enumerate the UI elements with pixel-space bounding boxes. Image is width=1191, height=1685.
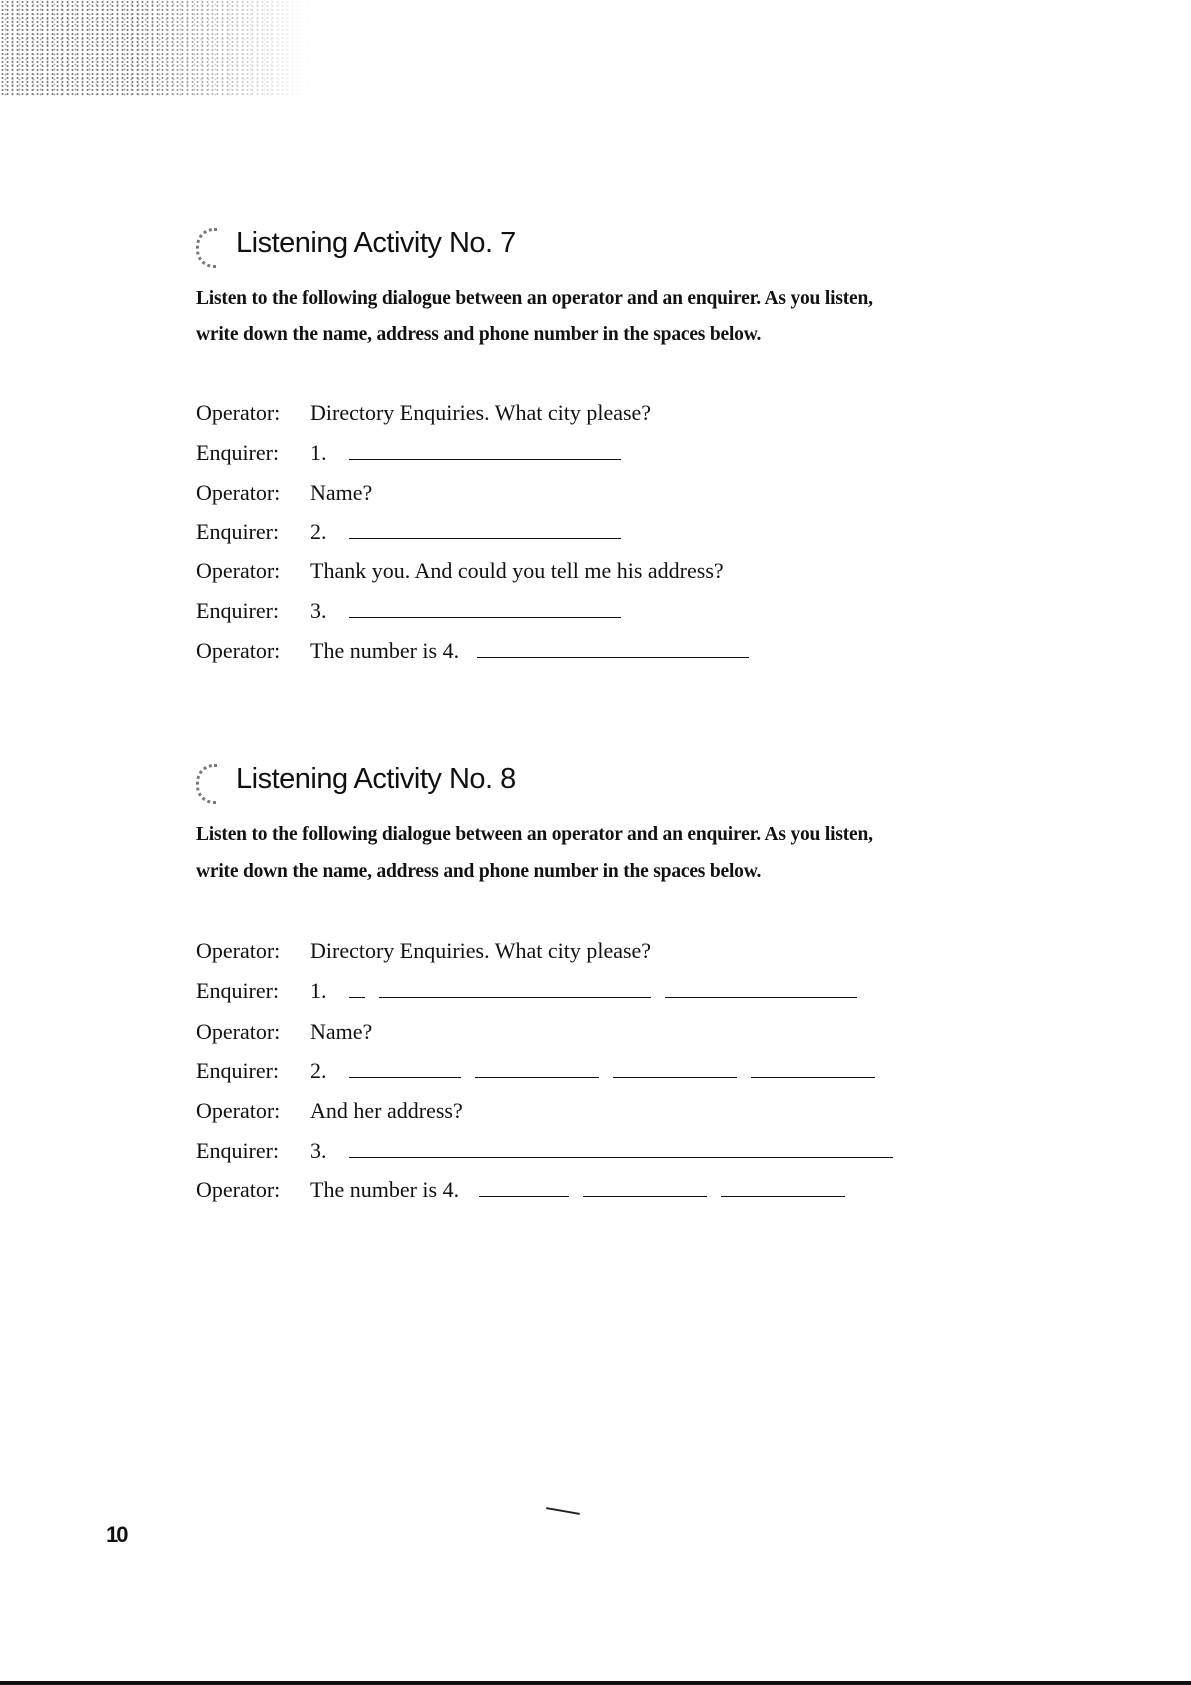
line-text: 3.	[310, 1138, 327, 1163]
line-text: The number is 4.	[310, 638, 460, 663]
speaker: Enquirer:	[196, 978, 280, 1003]
dialogue-line	[196, 440, 635, 466]
speaker: Enquirer:	[196, 1058, 280, 1083]
answer-blank[interactable]	[349, 616, 621, 618]
dialogue-line	[196, 1138, 893, 1164]
page-number: 10	[106, 1522, 127, 1547]
page-edge-rule	[0, 1681, 1191, 1685]
line-text: Name?	[310, 480, 373, 505]
speaker: Operator:	[196, 638, 281, 663]
dialogue-line	[196, 1019, 372, 1045]
answer-blank[interactable]	[349, 1076, 461, 1078]
answer-blank[interactable]	[379, 996, 651, 998]
dialogue-line	[196, 1058, 889, 1084]
headphone-icon	[196, 764, 217, 804]
answer-blank[interactable]	[665, 996, 857, 998]
speaker: Operator:	[196, 1019, 281, 1044]
activity-7-title: Listening Activity No. 7	[236, 227, 516, 259]
answer-blank[interactable]	[583, 1195, 707, 1197]
dialogue-line	[196, 638, 763, 664]
activity-8-instruction-1: Listen to the following dialogue between an operator and an enquirer. As you listen,	[196, 824, 873, 845]
speaker: Operator:	[196, 400, 281, 425]
speaker: Operator:	[196, 1177, 281, 1202]
line-text: And her address?	[310, 1098, 463, 1123]
line-text: Thank you. And could you tell me his address?	[310, 558, 724, 583]
answer-blank[interactable]	[613, 1076, 737, 1078]
dialogue-line	[196, 1098, 463, 1124]
activity-8-instruction-2: write down the name, address and phone number in the spaces below.	[196, 861, 762, 882]
dialogue-line	[196, 480, 372, 506]
speaker: Operator:	[196, 480, 281, 505]
answer-blank[interactable]	[751, 1076, 875, 1078]
speaker: Enquirer:	[196, 440, 280, 465]
dialogue-line	[196, 519, 635, 545]
activity-7-instruction-1: Listen to the following dialogue between an operator and an enquirer. As you listen,	[196, 288, 873, 309]
dialogue-line	[196, 400, 651, 426]
answer-blank[interactable]	[477, 656, 749, 658]
speaker: Enquirer:	[196, 519, 280, 544]
speaker: Operator:	[196, 558, 281, 583]
answer-blank[interactable]	[475, 1076, 599, 1078]
activity-7-instruction-2: write down the name, address and phone number in the spaces below.	[196, 324, 762, 345]
answer-blank[interactable]	[349, 1156, 893, 1158]
activity-8-title: Listening Activity No. 8	[236, 763, 516, 795]
dialogue-line	[196, 1177, 859, 1203]
answer-blank[interactable]	[349, 537, 621, 539]
line-text: The number is 4.	[310, 1177, 460, 1202]
speaker: Operator:	[196, 1098, 281, 1123]
scan-noise	[0, 0, 310, 97]
line-text: 1.	[310, 440, 327, 465]
line-text: Directory Enquiries. What city please?	[310, 400, 652, 425]
scan-mark	[546, 1507, 580, 1515]
line-text: 2.	[310, 519, 327, 544]
dialogue-line	[196, 558, 724, 584]
speaker: Enquirer:	[196, 598, 280, 623]
line-text: 3.	[310, 598, 327, 623]
line-text: 1.	[310, 978, 327, 1003]
answer-blank[interactable]	[721, 1195, 845, 1197]
dialogue-line	[196, 978, 871, 1004]
speaker: Enquirer:	[196, 1138, 280, 1163]
line-text: 2.	[310, 1058, 327, 1083]
speaker: Operator:	[196, 938, 281, 963]
line-text: Name?	[310, 1019, 373, 1044]
dialogue-line	[196, 938, 651, 964]
dialogue-line	[196, 598, 635, 624]
line-text: Directory Enquiries. What city please?	[310, 938, 652, 963]
answer-blank[interactable]	[349, 458, 621, 460]
headphone-icon	[196, 228, 217, 268]
answer-blank[interactable]	[349, 996, 365, 998]
answer-blank[interactable]	[479, 1195, 569, 1197]
